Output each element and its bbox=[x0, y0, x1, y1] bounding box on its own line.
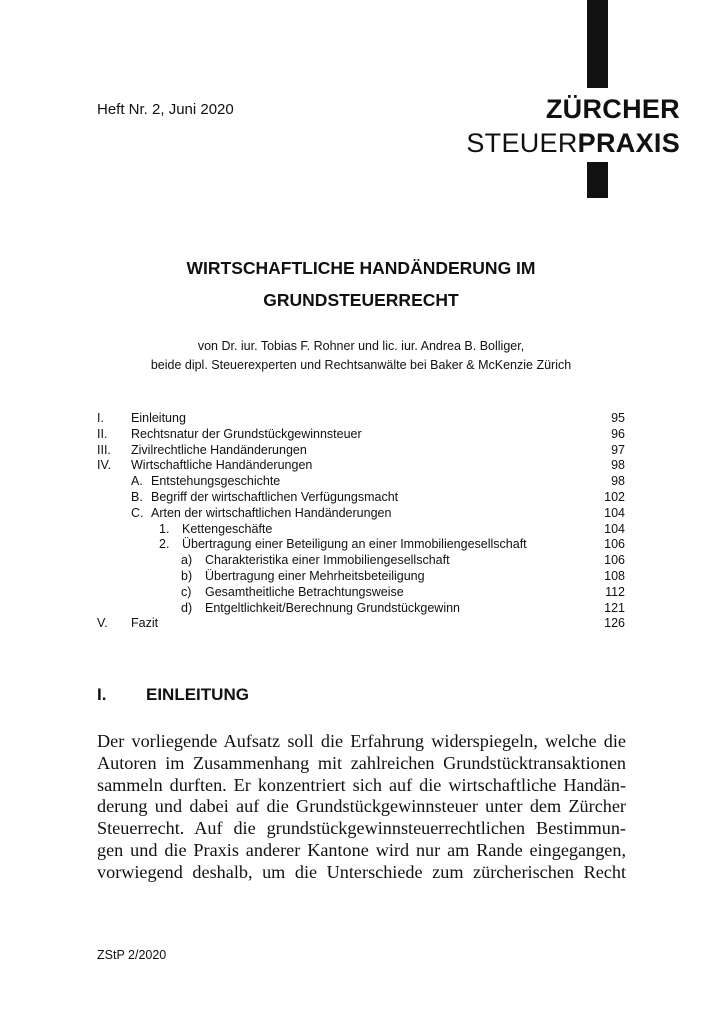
toc-entry-num: A. bbox=[131, 474, 143, 489]
toc-entry bbox=[97, 506, 625, 522]
toc-entry bbox=[97, 474, 625, 490]
toc-entry-label: Einleitung bbox=[131, 411, 186, 425]
body-text-line: Der vorliegende Aufsatz soll die Erfahrung widerspiegeln, welche die bbox=[97, 731, 626, 751]
toc-entry-num: d) bbox=[181, 600, 193, 615]
body-text-line: Steuerrecht. Auf die grundstückgewinnsteuerrechtlichen Bestimmun- bbox=[97, 818, 626, 839]
toc-entry bbox=[97, 553, 625, 569]
toc-entry-label: Entgeltlichkeit/Berechnung Grundstückgewinn bbox=[205, 600, 461, 615]
section-number: I. bbox=[97, 685, 107, 704]
toc-entry-label: Gesamtheitliche Betrachtungsweise bbox=[205, 584, 404, 599]
toc-entry-label: Charakteristika einer Immobiliengesellschaft bbox=[205, 553, 450, 568]
toc-entry-label: Übertragung einer Beteiligung an einer Immobiliengesellschaft bbox=[182, 537, 527, 552]
article-title-line2: GRUNDSTEUERRECHT bbox=[263, 290, 459, 310]
body-text-line: Autoren im Zusammenhang mit zahlreichen Grundstücktransaktionen bbox=[97, 752, 626, 773]
toc-entry-page: 108 bbox=[604, 568, 625, 583]
toc-entry-num: IV. bbox=[97, 458, 112, 473]
toc-entry-num: B. bbox=[131, 489, 143, 504]
toc-entry-label: Zivilrechtliche Handänderungen bbox=[131, 442, 307, 457]
masthead-steuer: STEUER bbox=[466, 128, 578, 158]
toc-entry-page: 106 bbox=[604, 537, 625, 552]
toc-entry-num: 2. bbox=[159, 537, 170, 552]
toc-entry-label: Rechtsnatur der Grundstückgewinnsteuer bbox=[131, 426, 362, 441]
toc-entry bbox=[97, 616, 625, 632]
toc-entry-num: b) bbox=[181, 568, 193, 583]
toc-entry-page: 121 bbox=[604, 600, 625, 615]
masthead-praxis: PRAXIS bbox=[577, 128, 680, 158]
toc-entry-label: Arten der wirtschaftlichen Handänderungen bbox=[151, 505, 392, 520]
article-title bbox=[0, 252, 722, 316]
toc-entry bbox=[97, 443, 625, 459]
toc-entry-page: 102 bbox=[604, 489, 625, 504]
toc-entry-page: 98 bbox=[611, 458, 625, 473]
toc-entry bbox=[97, 458, 625, 474]
toc-entry-num: 1. bbox=[159, 521, 170, 536]
authors-line1: von Dr. iur. Tobias F. Rohner und lic. iur. Andrea B. Bolliger, bbox=[197, 339, 525, 353]
toc-entry bbox=[97, 569, 625, 585]
toc-entry-label: Begriff der wirtschaftlichen Verfügungsmacht bbox=[151, 489, 399, 504]
section-title: EINLEITUNG bbox=[146, 685, 249, 704]
table-of-contents bbox=[97, 411, 625, 632]
toc-entry bbox=[97, 522, 625, 538]
body-text-line: gen und die Praxis anderer Kantone wird nur am Rande eingegangen, bbox=[97, 839, 626, 860]
body-text-line: vorwiegend deshalb, um die Unterschiede zum zürcherischen Recht bbox=[97, 861, 626, 882]
section-heading bbox=[97, 685, 249, 705]
masthead-title-line1: ZÜRCHER bbox=[545, 94, 680, 124]
masthead-bar-top bbox=[587, 0, 608, 88]
toc-entry-page: 126 bbox=[604, 616, 625, 631]
toc-entry-page: 112 bbox=[605, 584, 625, 599]
toc-entry-page: 97 bbox=[611, 442, 625, 457]
authors-line2: beide dipl. Steuerexperten und Rechtsanwälte bei Baker & McKenzie Zürich bbox=[150, 358, 572, 372]
body-text-line: sammeln durften. Er konzentriert sich auf die wirtschaftliche Handän- bbox=[97, 774, 626, 795]
toc-entry bbox=[97, 601, 625, 617]
toc-entry bbox=[97, 427, 625, 443]
section-body-text bbox=[97, 731, 626, 884]
toc-entry bbox=[97, 411, 625, 427]
toc-entry-page: 98 bbox=[611, 474, 625, 489]
toc-entry-label: Übertragung einer Mehrheitsbeteiligung bbox=[205, 568, 425, 583]
toc-entry-label: Kettengeschäfte bbox=[182, 521, 273, 536]
issue-label: Heft Nr. 2, Juni 2020 bbox=[97, 101, 234, 118]
toc-entry-label: Wirtschaftliche Handänderungen bbox=[131, 458, 313, 473]
article-authors bbox=[0, 337, 722, 375]
article-title-line1: WIRTSCHAFTLICHE HANDÄNDERUNG IM bbox=[186, 258, 536, 278]
toc-entry-num: III. bbox=[97, 442, 111, 457]
toc-entry-num: a) bbox=[181, 553, 193, 568]
toc-entry-page: 95 bbox=[611, 411, 625, 425]
toc-entry-label: Fazit bbox=[131, 616, 159, 631]
toc-entry bbox=[97, 537, 625, 553]
toc-entry-num: II. bbox=[97, 426, 108, 441]
toc-entry-label: Entstehungsgeschichte bbox=[151, 474, 281, 489]
toc-entry-num: C. bbox=[131, 505, 144, 520]
toc-entry bbox=[97, 585, 625, 601]
masthead-title-line2 bbox=[466, 128, 680, 159]
toc-entry-num: c) bbox=[181, 584, 192, 599]
toc-entry-page: 104 bbox=[604, 521, 625, 536]
toc-entry-page: 96 bbox=[611, 426, 625, 441]
masthead-bar-bottom bbox=[587, 162, 608, 198]
page-footer: ZStP 2/2020 bbox=[97, 948, 167, 962]
toc-entry-page: 106 bbox=[604, 553, 625, 568]
toc-entry-page: 104 bbox=[604, 505, 625, 520]
body-text-line: derung und dabei auf die Grundstückgewinnsteuer unter dem Zürcher bbox=[97, 796, 626, 817]
toc-entry bbox=[97, 490, 625, 506]
toc-entry-num: V. bbox=[97, 616, 108, 631]
toc-entry-num: I. bbox=[97, 411, 104, 425]
